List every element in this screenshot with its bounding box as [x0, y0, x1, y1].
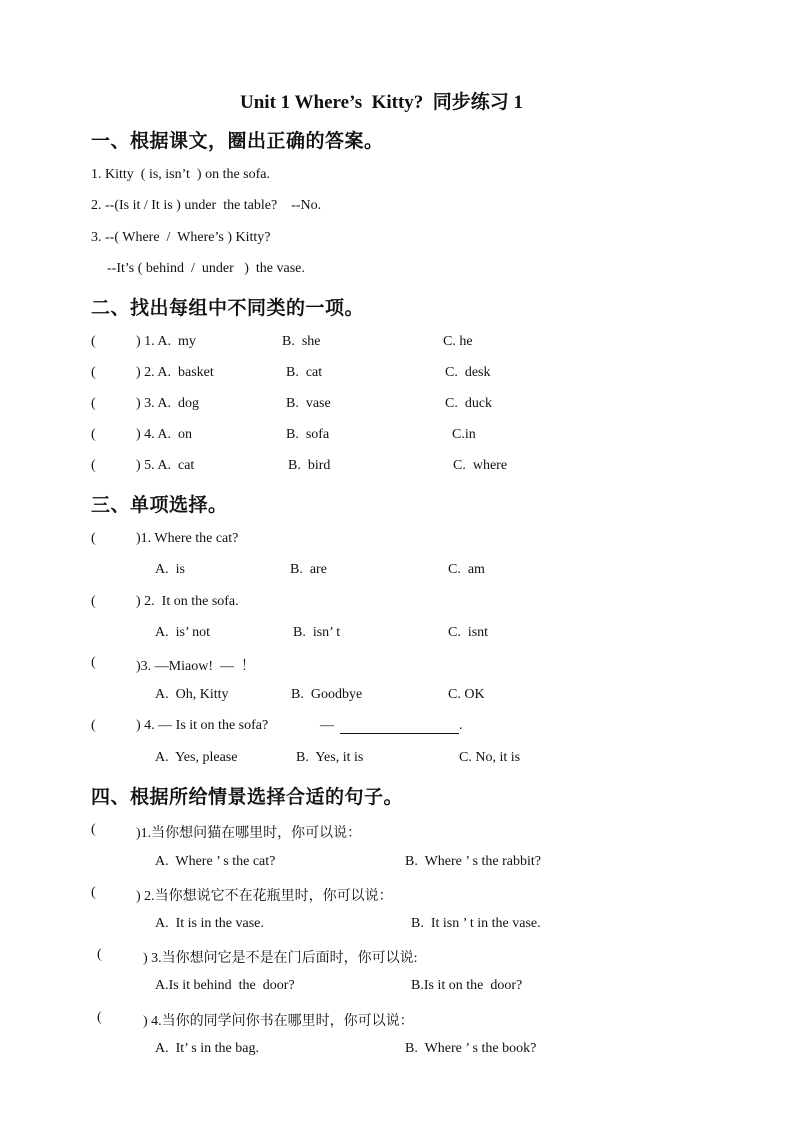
s3-q1-option-a: A. is [155, 562, 185, 577]
s2-item-stem: ) 5. A. cat [136, 458, 195, 473]
s2-option-c: C.in [452, 427, 476, 442]
s4-q1-option-a: A. Where ’ s the cat? [155, 854, 276, 869]
s3-q4-option-a: A. Yes, please [155, 750, 238, 765]
s2-option-c: C. duck [445, 396, 493, 411]
answer-paren-open: ( [97, 947, 102, 962]
s3-q3-option-c: C. OK [448, 687, 485, 702]
s3-question-2: ) 2. It on the sofa. [136, 594, 239, 609]
s1-question-3: 3. --( Where / Where’s ) Kitty? [91, 230, 271, 245]
section3-heading: 三、单项选择。 [91, 495, 228, 516]
s4-q4-option-b: B. Where ’ s the book? [405, 1041, 537, 1056]
s4-q3-option-b: B.Is it on the door? [411, 978, 523, 993]
s2-item-stem: ) 4. A. on [136, 427, 192, 442]
page-title: Unit 1 Where’s Kitty? 同步练习 1 [240, 92, 524, 113]
answer-paren-open: ( [91, 655, 96, 670]
answer-paren-open: ( [91, 531, 96, 546]
s2-option-b: B. vase [286, 396, 331, 411]
answer-paren-open: ( [91, 718, 96, 733]
s1-question-2: 2. --(Is it / It is ) under the table? --No. [91, 198, 322, 213]
s2-option-c: C. where [453, 458, 508, 473]
s4-question-2: ) 2.当你想说它不在花瓶里时，你可以说： [136, 889, 393, 904]
s4-question-4: ) 4.当你的同学问你书在哪里时，你可以说： [143, 1014, 414, 1029]
s4-q2-option-a: A. It is in the vase. [155, 916, 264, 931]
s2-option-c: C. desk [445, 365, 491, 380]
s3-q4-option-c: C. No, it is [459, 750, 521, 765]
s3-q1-option-c: C. am [448, 562, 485, 577]
s1-question-3-answer: --It’s ( behind / under ) the vase. [107, 261, 305, 276]
s3-q4-option-b: B. Yes, it is [296, 750, 364, 765]
s3-q3-option-a: A. Oh, Kitty [155, 687, 229, 702]
s1-question-1: 1. Kitty ( is, isn’t ) on the sofa. [91, 167, 271, 182]
s2-option-b: B. bird [288, 458, 331, 473]
answer-paren-open: ( [91, 885, 96, 900]
s2-option-b: B. she [282, 334, 321, 349]
answer-paren-open: ( [91, 396, 96, 411]
answer-paren-open: ( [91, 822, 96, 837]
answer-paren-open: ( [91, 334, 96, 349]
s3-question-3: )3. —Miaow! — ！ [136, 659, 255, 674]
s2-option-c: C. he [443, 334, 473, 349]
s2-option-b: B. cat [286, 365, 323, 380]
s2-option-b: B. sofa [286, 427, 330, 442]
s2-item-stem: ) 3. A. dog [136, 396, 199, 411]
s3-q3-option-b: B. Goodbye [291, 687, 363, 702]
s4-q1-option-b: B. Where ’ s the rabbit? [405, 854, 541, 869]
s3-question-4: ) 4. — Is it on the sofa? [136, 718, 269, 733]
answer-paren-open: ( [91, 594, 96, 609]
s3-q2-option-a: A. is’ not [155, 625, 210, 640]
answer-paren-open: ( [91, 365, 96, 380]
s3-q1-option-b: B. are [290, 562, 327, 577]
s3-q4-dash: — [320, 718, 334, 733]
answer-paren-open: ( [97, 1010, 102, 1025]
s3-q2-option-c: C. isnt [448, 625, 489, 640]
s2-item-stem: ) 2. A. basket [136, 365, 214, 380]
answer-paren-open: ( [91, 427, 96, 442]
s2-item-stem: ) 1. A. my [136, 334, 196, 349]
answer-paren-open: ( [91, 458, 96, 473]
section4-heading: 四、根据所给情景选择合适的句子。 [91, 787, 404, 808]
s3-q4-answer-blank[interactable] [340, 733, 459, 734]
s4-question-3: ) 3.当你想问它是不是在门后面时，你可以说: [143, 951, 418, 966]
s4-q4-option-a: A. It’ s in the bag. [155, 1041, 259, 1056]
s3-q4-period: . [459, 718, 463, 733]
s3-question-1: )1. Where the cat? [136, 531, 239, 546]
s3-q2-option-b: B. isn’ t [293, 625, 341, 640]
section2-heading: 二、找出每组中不同类的一项。 [91, 298, 365, 319]
s4-question-1: )1.当你想问猫在哪里时，你可以说： [136, 826, 362, 841]
section1-heading: 一、根据课文，圈出正确的答案。 [91, 131, 384, 152]
s4-q3-option-a: A.Is it behind the door? [155, 978, 295, 993]
s4-q2-option-b: B. It isn ’ t in the vase. [411, 916, 541, 931]
